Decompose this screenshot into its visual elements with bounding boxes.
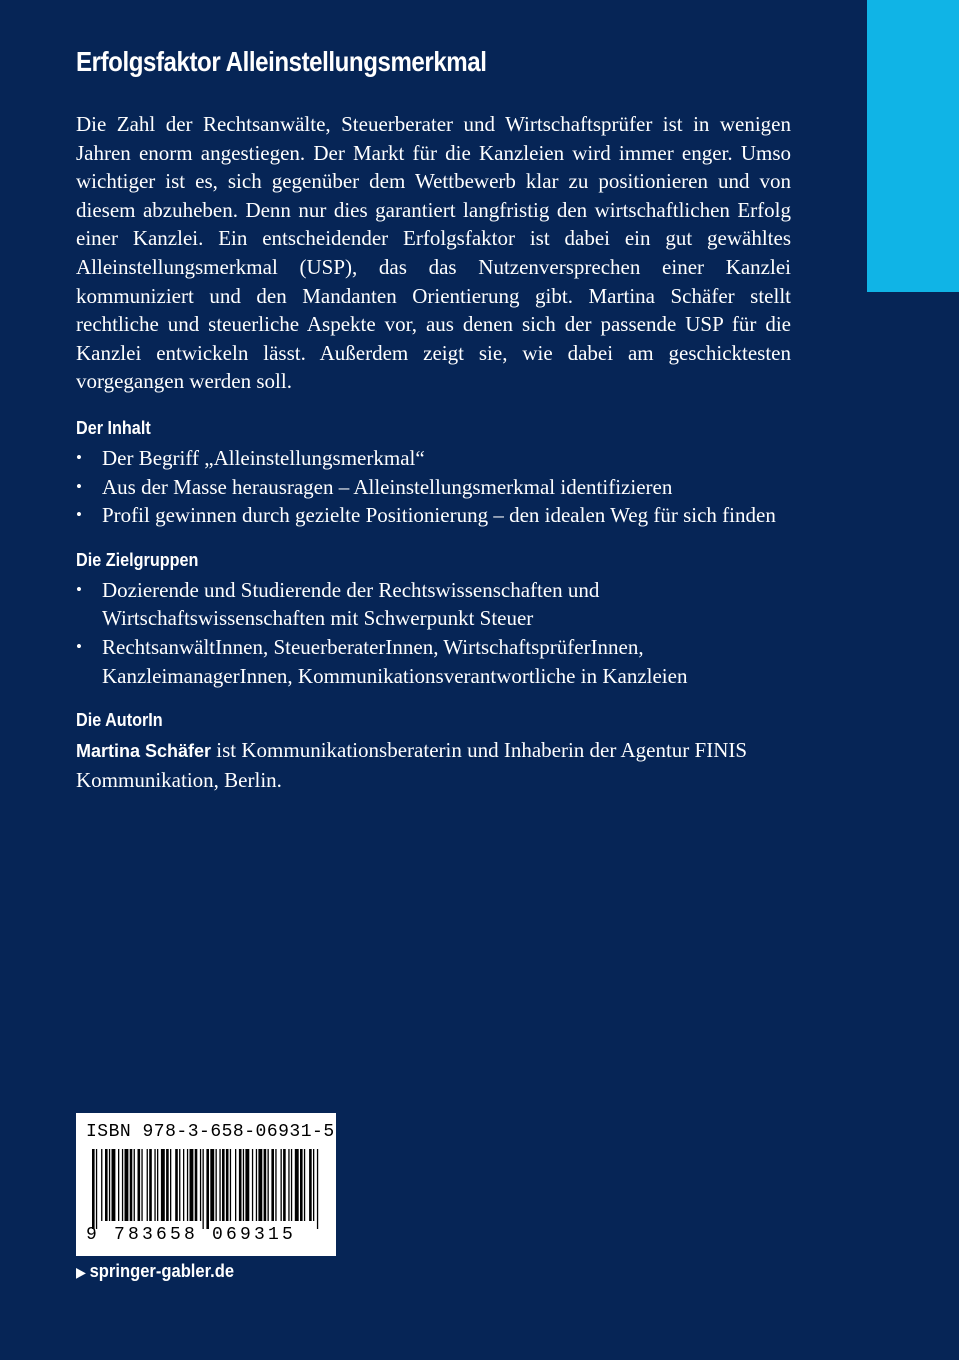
section-inhalt xyxy=(76,414,791,530)
author-description: ist Kommunikationsberaterin und Inhaberin der Agentur FINIS Kommunikation, Berlin. xyxy=(76,738,748,792)
inhalt-list xyxy=(76,444,791,530)
section-autorin xyxy=(76,706,791,794)
publisher-url: springer-gabler.de xyxy=(89,1261,235,1281)
section-heading-autorin: Die AutorIn xyxy=(76,710,163,731)
back-cover-text xyxy=(76,110,791,794)
list-item: • Profil gewinnen durch gezielte Positionierung – den idealen Weg für sich finden xyxy=(76,501,791,530)
list-item: • Dozierende und Studierende der Rechtswissenschaften und Wirtschaftswissenschaften mit Schwerpunkt Steuer xyxy=(76,576,791,633)
zielgruppen-list xyxy=(76,576,791,690)
arrow-right-icon: ▶ xyxy=(76,1264,86,1280)
author-bio xyxy=(76,736,791,794)
section-heading-zielgruppen: Die Zielgruppen xyxy=(76,549,199,570)
list-item: • RechtsanwältInnen, SteuerberaterInnen, WirtschaftsprüferInnen, KanzleimanagerInnen, Kommunikationsverantwortliche in Kanzleien xyxy=(76,633,791,690)
intro-paragraph: Die Zahl der Rechtsanwälte, Steuerberater und Wirtschaftsprüfer ist in wenigen Jahren enorm angestiegen. Der Markt für die Kanzleien wird immer enger. Umso wichtiger ist es, sich gegenüber dem Wettbewerb klar zu positionieren und von diesem abzuheben. Denn nur dies garantiert langfristig den wirtschaftlichen Erfolg einer Kanzlei. Ein entscheidender Erfolgsfaktor ist dabei ein gut gewähltes Alleinstellungsmerkmal (USP), das das Nutzenversprechen einer Kanzlei kommuniziert und den Mandanten Orientierung gibt. Martina Schäfer stellt rechtliche und steuerliche Aspekte vor, aus denen sich der passende USP für die Kanzlei entwickeln lässt. Außerdem zeigt sie, wie dabei am geschicktesten vorgegangen werden soll. xyxy=(76,112,791,394)
isbn-barcode xyxy=(76,1113,336,1256)
section-zielgruppen xyxy=(76,546,791,690)
accent-color-block xyxy=(867,0,959,292)
barcode-digits: 9 783658 069315 xyxy=(86,1225,297,1245)
publisher-link[interactable] xyxy=(76,1261,234,1282)
author-name: Martina Schäfer xyxy=(76,741,212,762)
barcode-icon xyxy=(88,1149,324,1229)
list-item: • Aus der Masse herausragen – Alleinstellungsmerkmal identifizieren xyxy=(76,473,791,502)
section-heading-inhalt: Der Inhalt xyxy=(76,417,151,438)
book-title: Erfolgsfaktor Alleinstellungsmerkmal xyxy=(76,46,487,77)
isbn-number: ISBN 978-3-658-06931-5 xyxy=(86,1122,335,1142)
list-item: • Der Begriff „Alleinstellungsmerkmal“ xyxy=(76,444,791,473)
